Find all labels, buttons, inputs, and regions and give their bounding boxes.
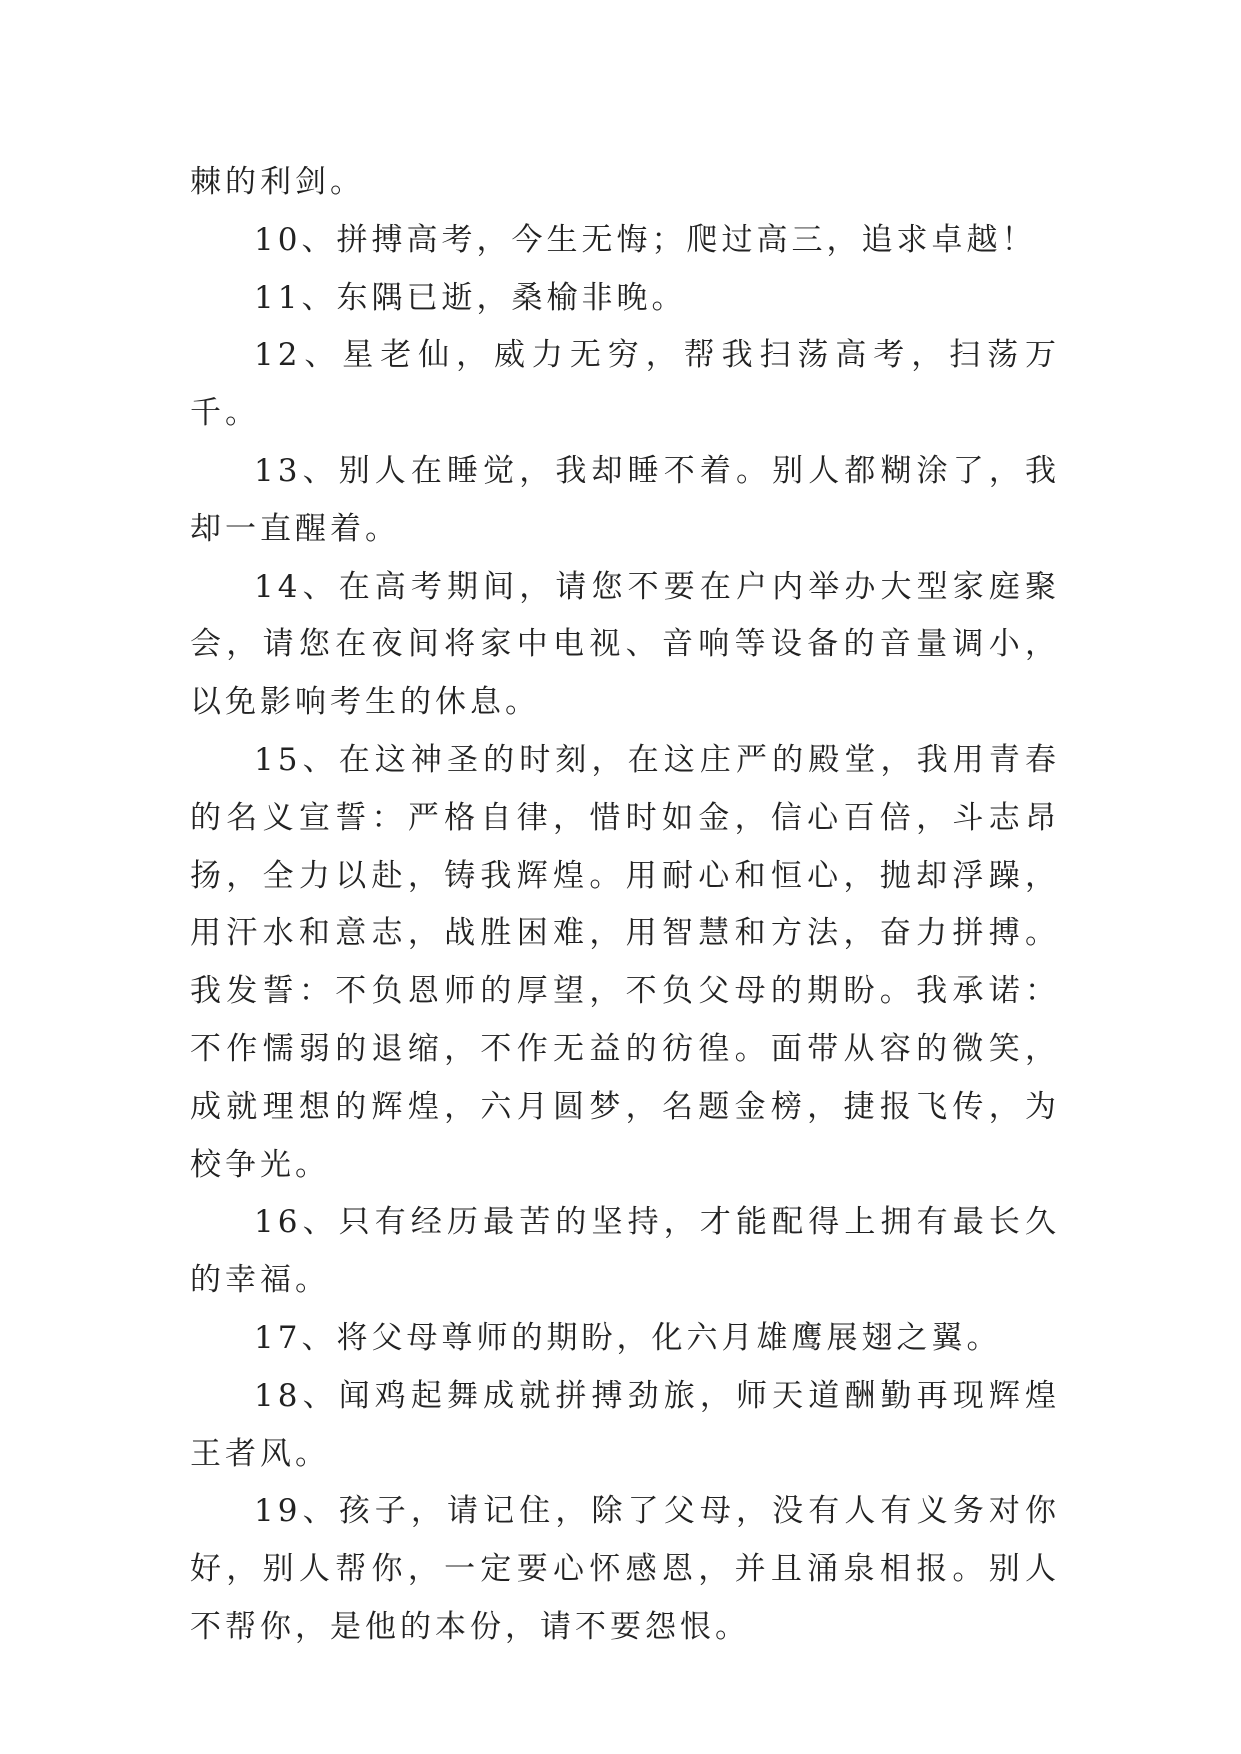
paragraph-item-16: 16、只有经历最苦的坚持，才能配得上拥有最长久的幸福。 <box>190 1204 1060 1299</box>
paragraph-item-15: 15、在这神圣的时刻，在这庄严的殿堂，我用青春的名义宣誓：严格自律，惜时如金，信心百倍，斗志昂扬，全力以赴，铸我辉煌。用耐心和恒心，抛却浮躁，用汗水和意志，战胜困难，用智慧和方法，奋力拼搏。我发誓：不负恩师的厚望，不负父母的期盼。我承诺：不作懦弱的退缩，不作无益的彷徨。面带从容的微笑，成就理想的辉煌，六月圆梦，名题金榜，捷报飞传，为校争光。 <box>190 741 1060 1183</box>
paragraph-item-11: 11、东隅已逝，桑榆非晚。 <box>254 279 687 316</box>
document-body <box>190 154 1060 1657</box>
paragraph-item-12: 12、星老仙，威力无穷，帮我扫荡高考，扫荡万千。 <box>190 337 1060 432</box>
paragraph-item-18: 18、闻鸡起舞成就拼搏劲旅，师天道酬勤再现辉煌王者风。 <box>190 1377 1060 1472</box>
paragraph-item-19: 19、孩子，请记住，除了父母，没有人有义务对你好，别人帮你，一定要心怀感恩，并且涌泉相报。别人不帮你，是他的本份，请不要怨恨。 <box>190 1493 1060 1645</box>
paragraph-item-10: 10、拼搏高考，今生无悔；爬过高三，追求卓越！ <box>254 221 1037 258</box>
paragraph-item-17: 17、将父母尊师的期盼，化六月雄鹰展翅之翼。 <box>254 1319 1002 1356</box>
paragraph-item-13: 13、别人在睡觉，我却睡不着。别人都糊涂了，我却一直醒着。 <box>190 452 1060 547</box>
paragraph-continuation: 棘的利剑。 <box>190 164 365 200</box>
paragraph-item-14: 14、在高考期间，请您不要在户内举办大型家庭聚会，请您在夜间将家中电视、音响等设备的音量调小，以免影响考生的休息。 <box>190 568 1060 721</box>
